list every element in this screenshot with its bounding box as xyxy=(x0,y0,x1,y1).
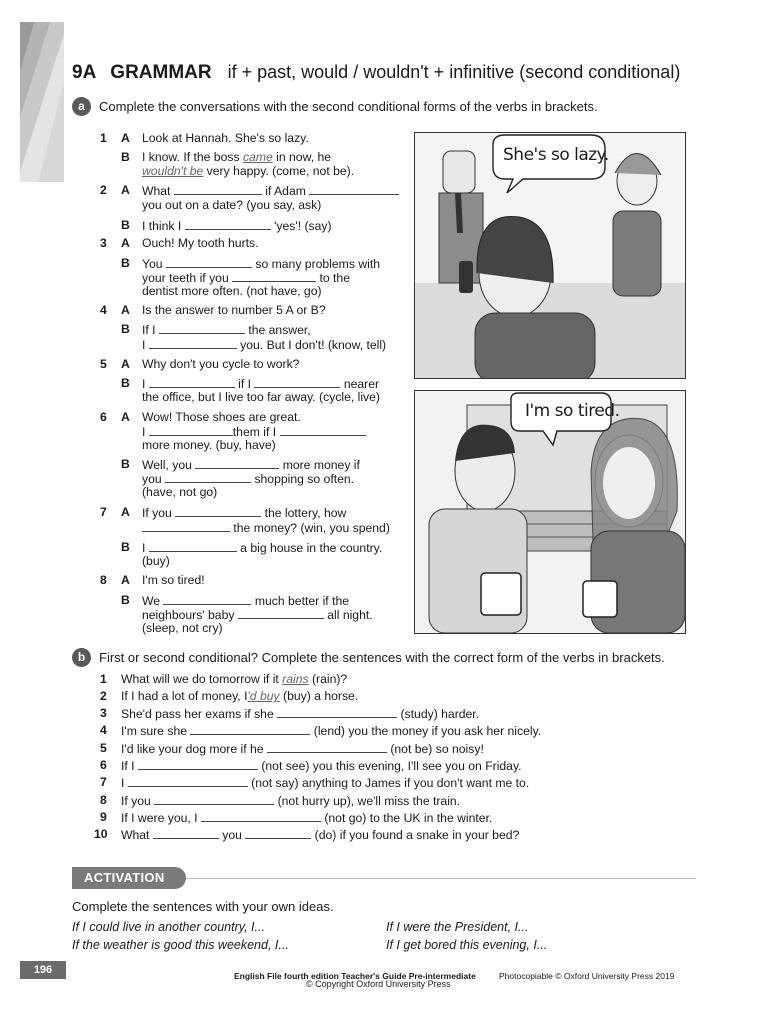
line: (have, not go) xyxy=(142,485,218,499)
part-b-instruction: First or second conditional? Complete the sentences with the correct form of the verbs in brackets. xyxy=(99,650,665,665)
part-a-instruction: Complete the conversations with the second conditional forms of the verbs in brackets. xyxy=(99,99,598,114)
text: You xyxy=(142,257,163,271)
item-number: 6 xyxy=(100,758,107,772)
line: dentist more often. (not have, go) xyxy=(142,284,322,298)
part-a-badge: a xyxy=(72,97,91,116)
line: Ouch! My tooth hurts. xyxy=(142,236,259,250)
answer-blank[interactable] xyxy=(280,424,366,436)
text: shopping so often. xyxy=(254,472,355,486)
line xyxy=(142,183,399,199)
speaker-a: A xyxy=(121,573,130,587)
answer-blank[interactable] xyxy=(175,505,261,517)
text: in now, he xyxy=(272,150,332,164)
text: I xyxy=(142,377,146,391)
item-number: 2 xyxy=(100,689,107,703)
item-number: 3 xyxy=(100,706,107,720)
sentence xyxy=(121,775,529,791)
text: (not be) so noisy! xyxy=(390,742,484,756)
line xyxy=(142,505,346,521)
text: if I xyxy=(238,377,252,391)
line xyxy=(142,337,386,353)
answer-blank[interactable] xyxy=(201,810,321,822)
item-number: 4 xyxy=(100,723,107,737)
text: (not go) to the UK in the winter. xyxy=(324,811,493,825)
activation-instruction: Complete the sentences with your own ideas. xyxy=(72,899,334,914)
answer-blank[interactable] xyxy=(309,183,399,195)
text: I'd like your dog more if he xyxy=(121,742,264,756)
answer-blank[interactable] xyxy=(232,270,316,282)
speaker-a: A xyxy=(121,410,130,424)
text: (study) harder. xyxy=(400,707,480,721)
text: I think I xyxy=(142,219,182,233)
sentence xyxy=(121,741,484,757)
speaker-a: A xyxy=(121,505,130,519)
line xyxy=(142,322,311,338)
answer-blank[interactable] xyxy=(190,723,310,735)
answer-blank[interactable] xyxy=(153,827,219,839)
example-answer: came xyxy=(242,150,273,164)
text: If I xyxy=(142,323,156,337)
text: I xyxy=(142,338,146,352)
speaker-b: B xyxy=(121,150,130,164)
activation-prompt: If I could live in another country, I... xyxy=(72,920,265,934)
part-a-heading xyxy=(72,97,598,116)
text: What xyxy=(142,184,171,198)
cartoon-tired xyxy=(414,390,686,634)
text: (buy) a horse. xyxy=(279,689,359,703)
text: If you xyxy=(142,506,172,520)
item-number: 4 xyxy=(100,303,107,317)
line xyxy=(142,150,331,165)
text: (not see) you this evening, I'll see you on Friday. xyxy=(261,759,522,773)
tired-illustration xyxy=(415,391,685,633)
sentence xyxy=(121,672,347,687)
text: your teeth if you xyxy=(142,271,229,285)
text: very happy. (come, not be). xyxy=(203,164,355,178)
speaker-a: A xyxy=(121,183,130,197)
answer-blank[interactable] xyxy=(149,376,235,388)
answer-blank[interactable] xyxy=(159,322,245,334)
answer-blank[interactable] xyxy=(149,540,237,552)
sentence xyxy=(121,810,492,826)
text: much better if the xyxy=(254,594,350,608)
line: Wow! Those shoes are great. xyxy=(142,410,301,424)
item-number: 3 xyxy=(100,236,107,250)
speaker-a: A xyxy=(121,357,130,371)
item-number: 10 xyxy=(94,827,108,841)
answer-blank[interactable] xyxy=(165,471,251,483)
text: neighbours' baby xyxy=(142,608,235,622)
cartoon-office xyxy=(414,132,686,379)
answer-blank[interactable] xyxy=(238,607,324,619)
answer-blank[interactable] xyxy=(149,337,237,349)
answer-blank[interactable] xyxy=(185,218,271,230)
office-illustration xyxy=(415,133,685,378)
text: We xyxy=(142,594,161,608)
activation-prompt: If I were the President, I... xyxy=(386,920,529,934)
activation-label: ACTIVATION xyxy=(72,867,186,889)
answer-blank[interactable] xyxy=(195,457,279,469)
speaker-b: B xyxy=(121,322,130,336)
answer-blank[interactable] xyxy=(245,827,311,839)
speaker-a: A xyxy=(121,131,130,145)
answer-blank[interactable] xyxy=(142,520,230,532)
unit-code: 9A xyxy=(72,62,97,83)
answer-blank[interactable] xyxy=(154,793,274,805)
text: I xyxy=(142,541,146,555)
item-number: 9 xyxy=(100,810,107,824)
text: more money if xyxy=(282,458,360,472)
item-number: 8 xyxy=(100,573,107,587)
example-answer: 'd buy xyxy=(247,689,280,703)
text: the money? (win, you spend) xyxy=(233,521,390,535)
item-number: 5 xyxy=(100,357,107,371)
text: What xyxy=(121,828,150,842)
speech-bubble-lazy: She's so lazy. xyxy=(503,145,609,165)
text: you xyxy=(222,828,242,842)
item-number: 6 xyxy=(100,410,107,424)
item-number: 5 xyxy=(100,741,107,755)
text: If I xyxy=(121,759,135,773)
item-number: 7 xyxy=(100,505,107,519)
line: Why don't you cycle to work? xyxy=(142,357,300,371)
line xyxy=(142,218,332,234)
example-answer: rains xyxy=(282,672,309,686)
sentence xyxy=(121,723,541,739)
footer-copyright: Photocopiable © Oxford University Press 2019 xyxy=(499,971,675,981)
item-number: 7 xyxy=(100,775,107,789)
text: (not say) anything to James if you don't want me to. xyxy=(251,776,530,790)
item-number: 8 xyxy=(100,793,107,807)
activation-divider xyxy=(186,878,696,879)
text: I xyxy=(142,425,146,439)
activation-prompt: If I get bored this evening, I... xyxy=(386,938,548,952)
speaker-b: B xyxy=(121,256,130,270)
item-number: 2 xyxy=(100,183,107,197)
line xyxy=(142,164,354,179)
speaker-b: B xyxy=(121,540,130,554)
page-number: 196 xyxy=(20,961,66,979)
text: you. But I don't! (know, tell) xyxy=(240,338,387,352)
speaker-b: B xyxy=(121,593,130,607)
section-subtitle: if + past, would / wouldn't + infinitive (second conditional) xyxy=(227,62,681,82)
answer-blank[interactable] xyxy=(163,593,251,605)
speaker-b: B xyxy=(121,457,130,471)
text: I'm sure she xyxy=(121,724,187,738)
line: Look at Hannah. She's so lazy. xyxy=(142,131,309,145)
answer-blank[interactable] xyxy=(128,775,248,787)
answer-blank[interactable] xyxy=(254,376,340,388)
part-b-heading xyxy=(72,648,665,667)
text: (do) if you found a snake in your bed? xyxy=(314,828,520,842)
text: What will we do tomorrow if it xyxy=(121,672,283,686)
text: to the xyxy=(319,271,350,285)
section-name: GRAMMAR xyxy=(110,62,212,83)
text: all night. xyxy=(327,608,373,622)
text: (not hurry up), we'll miss the train. xyxy=(277,794,461,808)
line: the office, but I live too far away. (cycle, live) xyxy=(142,390,380,404)
page-title xyxy=(72,62,680,84)
example-answer: wouldn't be xyxy=(142,164,204,178)
speaker-b: B xyxy=(121,218,130,232)
text: if Adam xyxy=(265,184,306,198)
part-b-badge: b xyxy=(72,648,91,667)
footer-watermark: © Copyright Oxford University Press xyxy=(306,979,451,989)
text: She'd pass her exams if she xyxy=(121,707,274,721)
text: If I had a lot of money, I xyxy=(121,689,248,703)
text: the answer, xyxy=(248,323,311,337)
line: I'm so tired! xyxy=(142,573,205,587)
text: you xyxy=(142,472,162,486)
item-number: 1 xyxy=(100,672,107,686)
speaker-b: B xyxy=(121,376,130,390)
speaker-a: A xyxy=(121,236,130,250)
line xyxy=(142,540,382,556)
answer-blank[interactable] xyxy=(277,706,397,718)
sentence xyxy=(121,758,522,774)
line: you out on a date? (you say, ask) xyxy=(142,198,322,212)
text: so many problems with xyxy=(255,257,380,271)
line: (buy) xyxy=(142,554,170,568)
text: If you xyxy=(121,794,151,808)
text: I xyxy=(121,776,125,790)
line: Is the answer to number 5 A or B? xyxy=(142,303,326,317)
text: nearer xyxy=(343,377,380,391)
text: Well, you xyxy=(142,458,192,472)
text: a big house in the country. xyxy=(240,541,383,555)
text: them if I xyxy=(232,425,277,439)
activation-prompt: If the weather is good this weekend, I... xyxy=(72,938,289,952)
sentence xyxy=(121,706,479,722)
text: I know. If the boss xyxy=(142,150,243,164)
sentence xyxy=(121,827,519,843)
answer-blank[interactable] xyxy=(174,183,262,195)
text: (lend) you the money if you ask her nicely. xyxy=(313,724,542,738)
item-number: 1 xyxy=(100,131,107,145)
text: If I were you, I xyxy=(121,811,198,825)
line: more money. (buy, have) xyxy=(142,438,276,452)
answer-blank[interactable] xyxy=(166,256,252,268)
text: (rain)? xyxy=(308,672,348,686)
sentence xyxy=(121,793,460,809)
speech-bubble-tired: I'm so tired. xyxy=(525,401,620,421)
line: (sleep, not cry) xyxy=(142,621,223,635)
answer-blank[interactable] xyxy=(138,758,258,770)
line xyxy=(142,520,390,536)
answer-blank[interactable] xyxy=(267,741,387,753)
text: 'yes'! (say) xyxy=(274,219,332,233)
answer-blank[interactable] xyxy=(149,424,233,436)
sentence xyxy=(121,689,358,704)
text: the lottery, how xyxy=(264,506,347,520)
corner-fan-decoration xyxy=(20,22,64,182)
speaker-a: A xyxy=(121,303,130,317)
footer-book-title: English File fourth edition Teacher's Guide Pre-intermediate xyxy=(234,971,476,981)
